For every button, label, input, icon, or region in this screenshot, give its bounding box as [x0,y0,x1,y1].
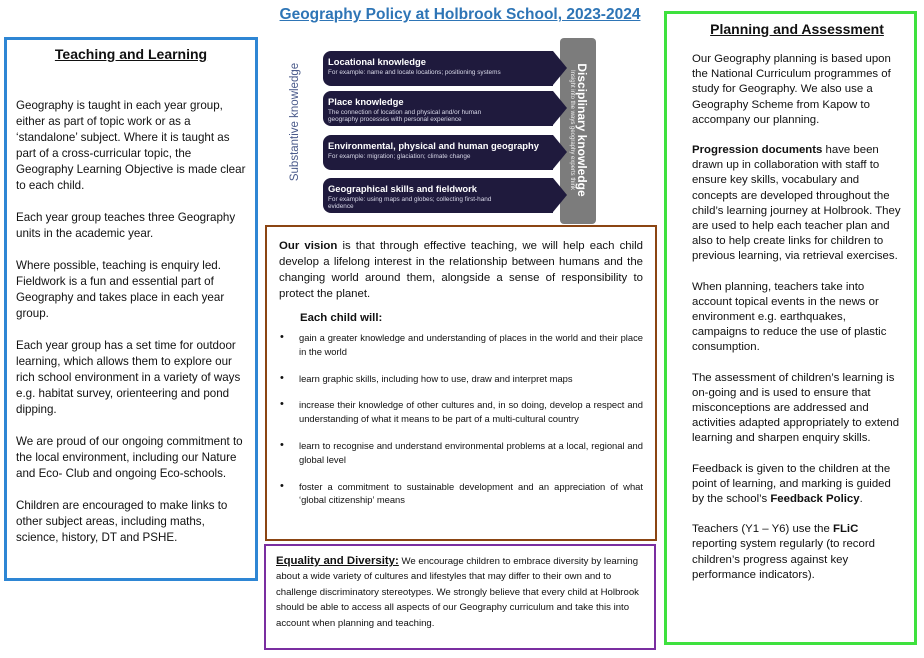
planning-heading: Planning and Assessment [710,21,884,37]
planning-paragraph: The assessment of children’s learning is on-going and is used to ensure that misconceptions are addressed and activities adapted appropriately to extend learning and sharpen enquiry skills. [692,371,900,445]
list-item: • learn to recognise and understand environmental problems at a local, regional and global level [299,439,643,467]
bar-title: Locational knowledge [328,56,426,67]
planning-assessment-panel [664,11,917,645]
teaching-paragraph: We are proud of our ongoing commitment to the local environment, including our Nature and Eco- Club and ongoing Eco-schools. [16,435,243,480]
list-item: • learn graphic skills, including how to use, draw and interpret maps [299,372,643,386]
teaching-paragraph: Each year group has a set time for outdoor learning, which allows them to explore our rich school environment in a variety of ways e.g. habitat survey, orienteering and pond dipping. [16,339,241,416]
teaching-paragraph: Children are encouraged to make links to other subject areas, including maths, science, history, DT and PSHE. [16,499,228,544]
bar-title: Place knowledge [328,96,404,107]
bar-title: Environmental, physical and human geography [328,140,539,151]
page-title: Geography Policy at Holbrook School, 2023-2024 [279,6,641,23]
teaching-learning-panel [4,37,258,581]
list-item: • increase their knowledge of other cultures and, in so doing, develop a respect and understanding of what it means to be part of a multi-cultural country [299,398,643,426]
bar-subtitle: The connection of location and physical and/or human geography processes with personal experience [328,109,482,124]
planning-paragraph: Progression documents have been drawn up in collaboration with staff to ensure key skills, vocabulary and concepts are developed throughout the child’s learning journey at Holbrook. They are used to help each teacher plan and also to help create links for children to previous learning, via retrieval exercises. [692,144,901,263]
equality-text: Equality and Diversity: We encourage children to embrace diversity by learning about a wide variety of cultures and lifestyles that may differ to their own and to challenge discriminatory stereotypes. We strongly believe that every child at Holbrook should be able to access all aspects of our Geography curriculum and take this into account when planning and teaching. [276,555,639,629]
planning-paragraph: Our Geography planning is based upon the National Curriculum programmes of study for Geography. We also use a Geography Scheme from Kapow to accompany our planning. [692,53,891,126]
planning-paragraph: Teachers (Y1 – Y6) use the FLiC reporting system regularly (to record children’s progress against key performance indicators). [692,523,875,581]
vision-bullet-list [279,331,643,507]
equality-heading: Equality and Diversity: [276,555,399,567]
knowledge-bar [323,178,553,213]
vision-intro: Our vision is that through effective teaching, we will help each child develop a lifelong interest in the relationship between humans and the changing world around them, alongside a sense of responsibility to protect the planet. [279,240,643,300]
teaching-paragraph: Where possible, teaching is enquiry led. Fieldwork is a fun and essential part of Geography and takes place in each year group. [16,259,225,320]
teaching-paragraph: Each year group teaches three Geography units in the academic year. [16,211,236,240]
planning-paragraph: When planning, teachers take into account topical events in the news or environment e.g. earthquakes, campaigns to reduce the use of plastic consumption. [692,280,887,354]
teaching-paragraph: Geography is taught in each year group, either as part of topic work or as a ‘standalone’ subject. Where it is taught as part of a cross-curricular topic, the Geography Learning Objective is made clear to each child. [16,99,246,192]
knowledge-bar [323,91,553,126]
vision-lead: Our vision [279,240,338,252]
list-item: • gain a greater knowledge and understanding of places in the world and their place in the world [299,331,643,359]
disciplinary-knowledge-label: Disciplinary knowledge Insight into the ways geography experts think [569,63,589,197]
knowledge-bar [323,135,553,170]
each-child-will-heading: Each child will: [300,312,383,324]
bar-title: Geographical skills and fieldwork [328,183,478,194]
list-item: • foster a commitment to sustainable development and an appreciation of what ‘global citizenship’ means [299,480,643,508]
bar-subtitle: For example: using maps and globes; collecting first-hand evidence [328,196,492,211]
teaching-learning-heading: Teaching and Learning [54,46,208,62]
knowledge-bar [323,51,553,86]
bar-subtitle: For example: migration; glaciation; climate change [328,153,471,160]
knowledge-diagram: Substantive knowledge Locational knowledge For example: name and locate locations; positioning systems Place knowledge The connection of location and physical and/or human geography processes with personal experience Environmental, physical and human geography For example: migration; glaciation; climate change Geographical skills and fieldwork For example: using maps and globes; collecting first-hand evidence Disciplinary knowledge Insight into the ways geography experts think [303,38,603,224]
planning-paragraph: Feedback is given to the children at the point of learning, and marking is guided by the school’s Feedback Policy. [692,462,891,506]
bar-subtitle: For example: name and locate locations; positioning systems [328,69,501,76]
vision-panel [265,225,657,541]
equality-diversity-panel [264,544,656,650]
